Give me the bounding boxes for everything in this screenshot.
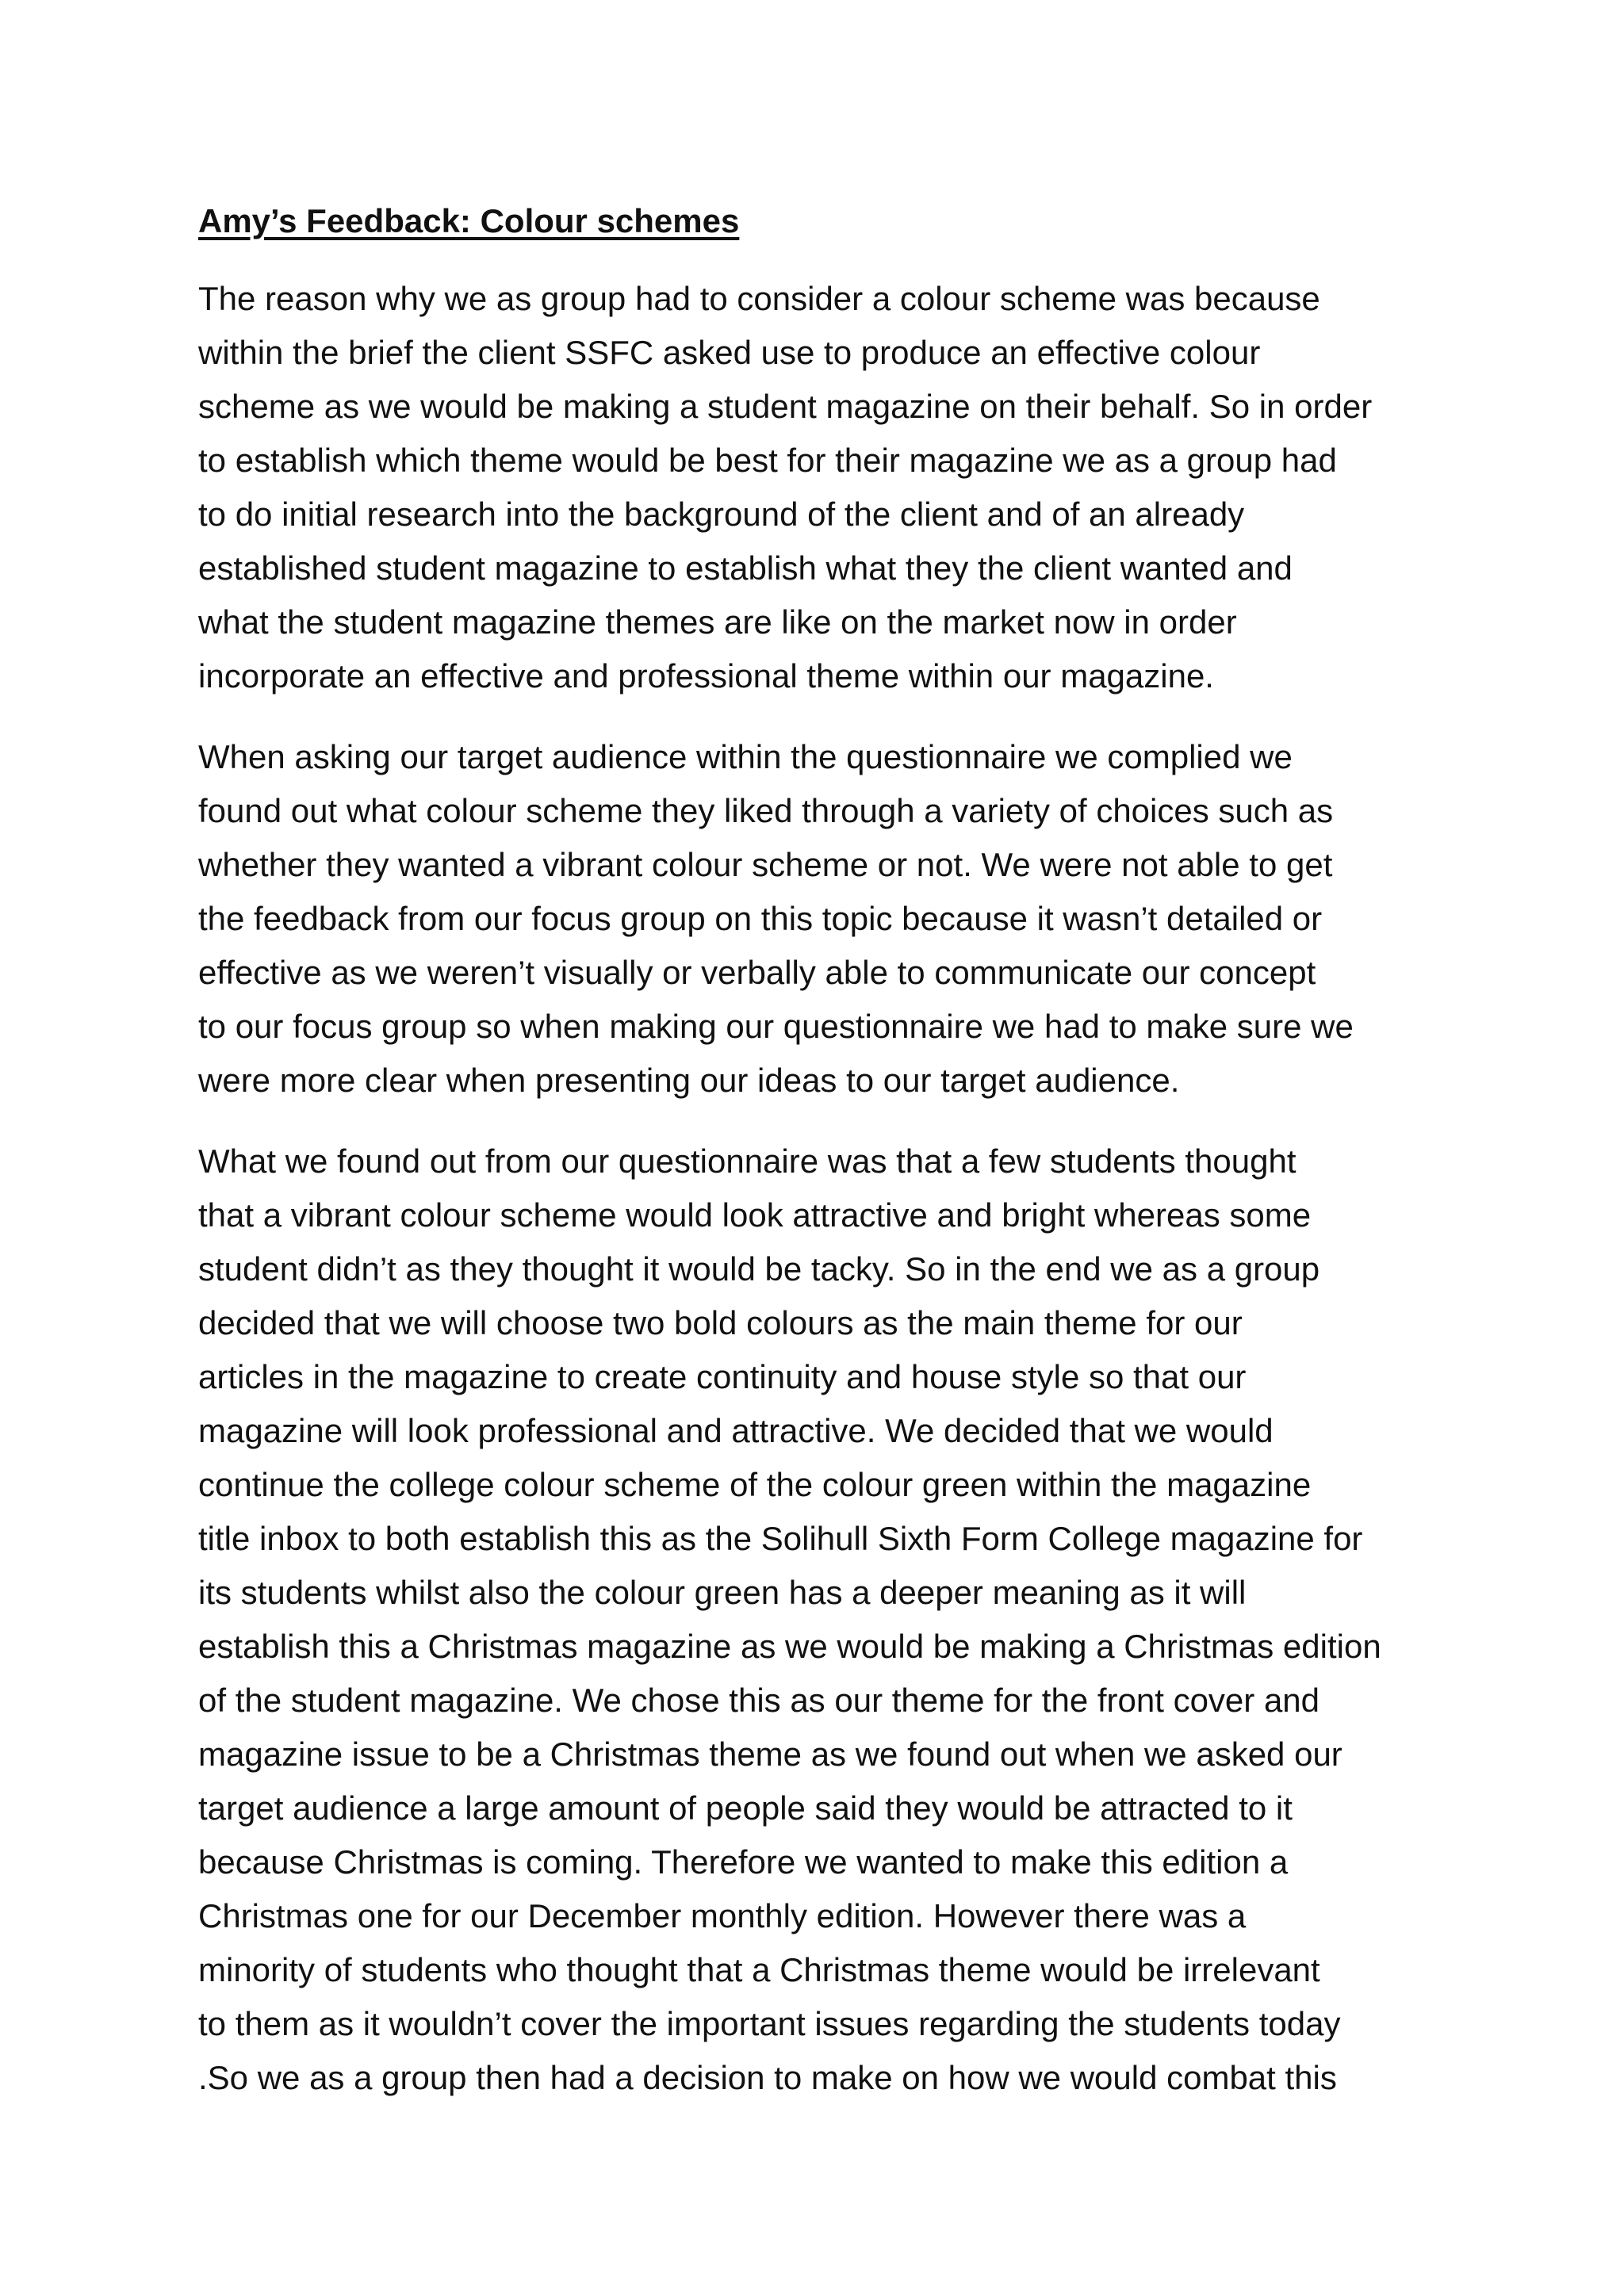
paragraph-line: minority of students who thought that a Christmas theme would be irrelevant	[198, 1951, 1320, 1988]
paragraph-line: student didn’t as they thought it would be tacky. So in the end we as a group	[198, 1250, 1320, 1288]
paragraph-line: articles in the magazine to create continuity and house style so that our	[198, 1358, 1247, 1395]
paragraph-line: establish this a Christmas magazine as we would be making a Christmas edition	[198, 1628, 1381, 1665]
paragraph-line: target audience a large amount of people said they would be attracted to it	[198, 1789, 1293, 1827]
paragraph-line: that a vibrant colour scheme would look attractive and bright whereas some	[198, 1196, 1312, 1234]
paragraph-1	[198, 272, 1451, 703]
paragraph-line: whether they wanted a vibrant colour scheme or not. We were not able to get	[198, 846, 1333, 883]
paragraph-line: continue the college colour scheme of the colour green within the magazine	[198, 1466, 1312, 1503]
paragraph-line: established student magazine to establish what they the client wanted and	[198, 549, 1293, 587]
paragraph-2	[198, 730, 1451, 1108]
paragraph-line: When asking our target audience within the questionnaire we complied we	[198, 738, 1293, 775]
document-body	[198, 194, 1451, 2132]
paragraph-line: The reason why we as group had to consider a colour scheme was because	[198, 280, 1320, 317]
paragraph-line: found out what colour scheme they liked through a variety of choices such as	[198, 792, 1334, 829]
paragraph-line: .So we as a group then had a decision to make on how we would combat this	[198, 2059, 1337, 2096]
paragraph-line: its students whilst also the colour green has a deeper meaning as it will	[198, 1574, 1247, 1611]
document-heading: Amy’s Feedback: Colour schemes	[198, 202, 740, 239]
paragraph-line: the feedback from our focus group on this topic because it wasn’t detailed or	[198, 900, 1323, 937]
paragraph-line: What we found out from our questionnaire was that a few students thought	[198, 1142, 1297, 1180]
paragraph-line: of the student magazine. We chose this as our theme for the front cover and	[198, 1682, 1320, 1719]
paragraph-line: what the student magazine themes are like on the market now in order	[198, 603, 1237, 641]
paragraph-line: effective as we weren’t visually or verbally able to communicate our concept	[198, 954, 1316, 991]
paragraph-line: were more clear when presenting our ideas to our target audience.	[198, 1062, 1180, 1099]
paragraph-line: to establish which theme would be best for their magazine we as a group had	[198, 442, 1337, 479]
paragraph-line: magazine will look professional and attractive. We decided that we would	[198, 1412, 1274, 1449]
paragraph-line: to our focus group so when making our questionnaire we had to make sure we	[198, 1008, 1354, 1045]
paragraph-line: scheme as we would be making a student magazine on their behalf. So in order	[198, 388, 1373, 425]
paragraph-line: incorporate an effective and professional theme within our magazine.	[198, 657, 1214, 695]
paragraph-line: Christmas one for our December monthly edition. However there was a	[198, 1897, 1247, 1934]
paragraph-line: because Christmas is coming. Therefore we wanted to make this edition a	[198, 1843, 1289, 1881]
paragraph-line: to them as it wouldn’t cover the important issues regarding the students today	[198, 2005, 1341, 2042]
paragraph-line: title inbox to both establish this as the Solihull Sixth Form College magazine for	[198, 1520, 1363, 1557]
paragraph-3	[198, 1135, 1451, 2105]
paragraph-line: decided that we will choose two bold colours as the main theme for our	[198, 1304, 1243, 1341]
paragraph-line: to do initial research into the background of the client and of an already	[198, 496, 1245, 533]
paragraph-line: magazine issue to be a Christmas theme as we found out when we asked our	[198, 1735, 1342, 1773]
paragraph-line: within the brief the client SSFC asked use to produce an effective colour	[198, 334, 1261, 371]
